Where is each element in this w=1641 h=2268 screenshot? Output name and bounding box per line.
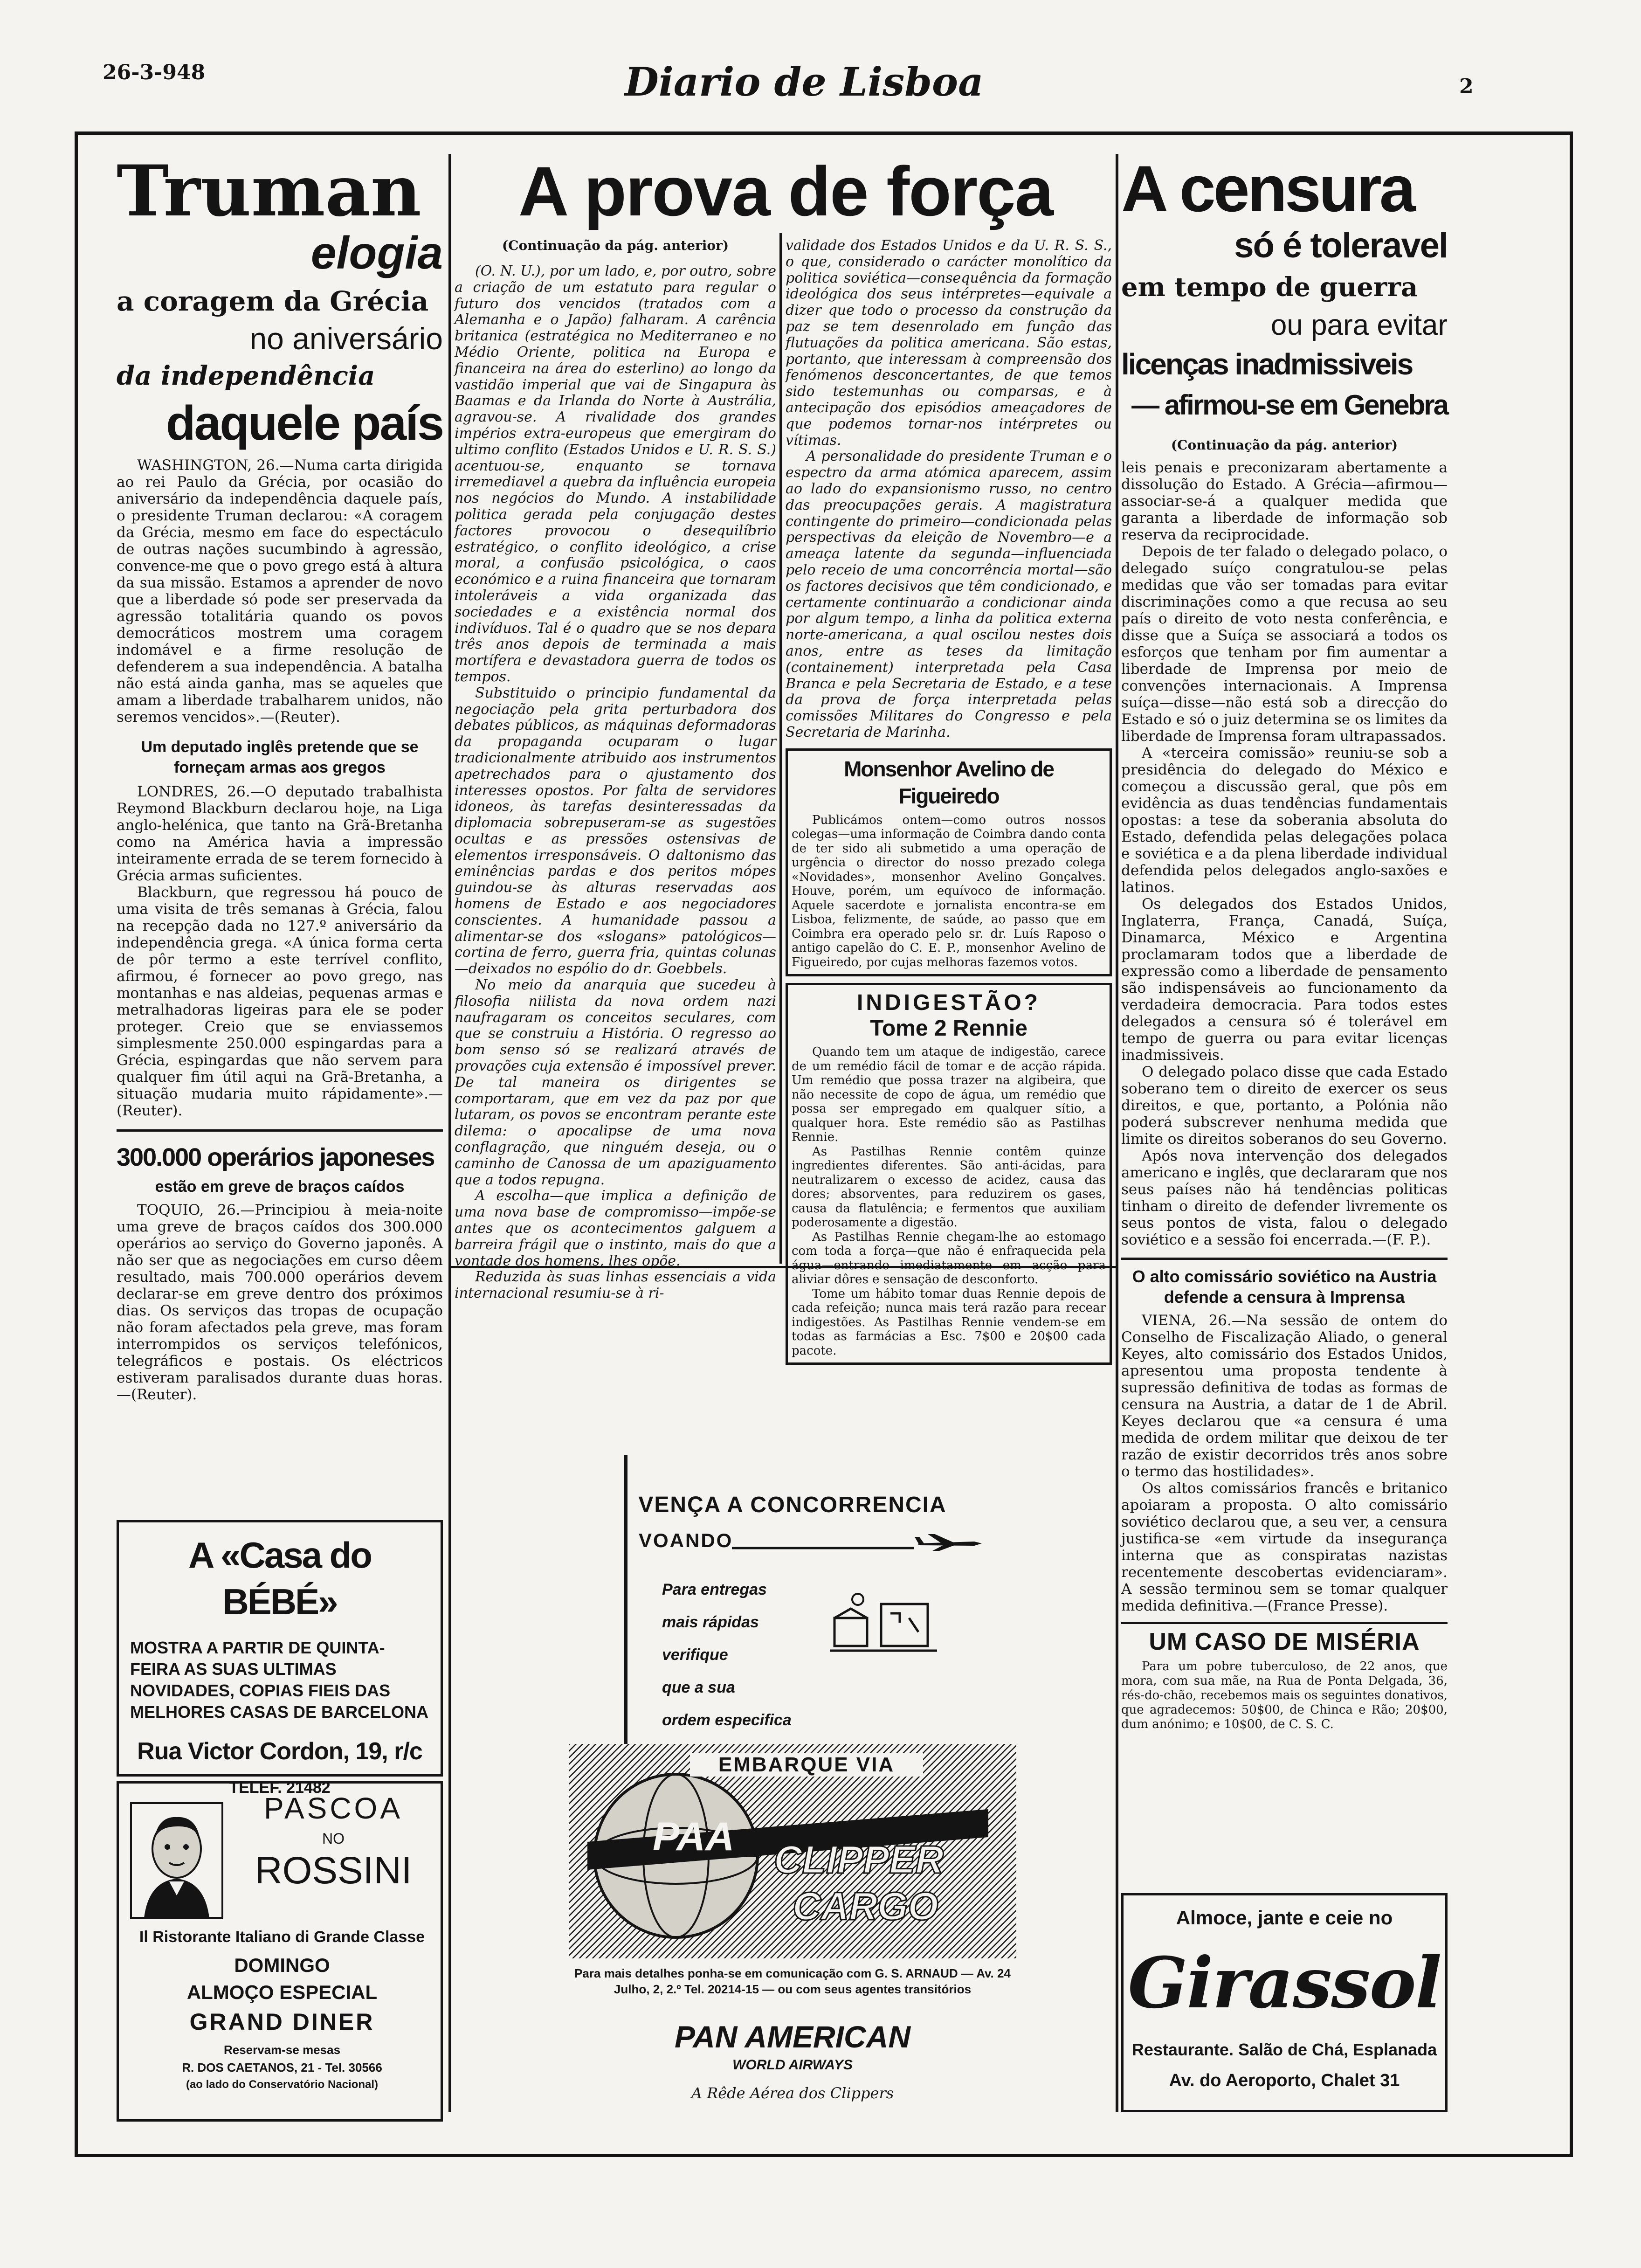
rennie-paragraph: As Pastilhas Rennie chegam-lhe ao estomago com toda a força—que não é enfraquecida pela água—entrando imediatamente em acção para aliviar dôres e sensação de desconforto.	[792, 1230, 1106, 1287]
airplane-icon	[732, 1533, 984, 1552]
monsenhor-paragraph: Publicámos ontem—como outros nossos colegas—uma informação de Coimbra dando conta de ter sido ali submetido a uma operação de urgência o director do nosso prezado colega «Novidades», monsenhor Avelino Gonçalves. Houve, porém, um equívoco de informação. Aquele sacerdote e jornalista encontra-se em Lisboa, felizmente, de saúde, ao passo que em Coimbra era operado pelo sr. dr. Luís Raposo o antigo capelão do C. E. P., monsenhor Avelino de Figueiredo, por cujas melhoras fazemos votos.	[792, 813, 1106, 969]
censura-paragraph: O delegado polaco disse que cada Estado soberano tem o direito de exercer os seus direitos, e que, portanto, a Polónia não poderá subscrever nenhuma medida que limite os direitos soberanos do seu Governo.	[1121, 1064, 1448, 1148]
pan-am-line-5: ordem especifica	[662, 1711, 792, 1729]
pan-am-cargo: CARGO	[793, 1884, 938, 1928]
ad-casa-do-bebe	[117, 1520, 443, 1797]
censura-paragraph: A «terceira comissão» reuniu-se sob a presidência do delegado do México e começou a discussão geral, que pôs em evidência as duas tendências fundamentais opostas: a tese da soberania absoluta do Estado, defendida pelas delegações polaca e soviética e a da plena liberdade individual defendida pelos delegados anglo-saxões e latinos.	[1121, 745, 1448, 896]
rossini-line-10: (ao lado do Conservatório Nacional)	[186, 2078, 379, 2091]
prova-paragraph: A personalidade do presidente Truman e o espectro da arma atómica aparecem, assim ao lado do expansionismo russo, no centro das preocupações gerais. A magistratura contingente do primeiro—condicionada pelas perspectivas da eleição de Novembro—e a ameaça latente da segunda—influenciada pelo receio de uma concorrência mortal—são os factores decisivos que têm condicionado, e certamente continuarão a condicionar ainda por algum tempo, a linha da politica externa norte-americana, a qual oscilou nestes dois anos, entre as teses da limitação (containement) interpretada pela Casa Branca e pela Secretaria de Estado, e a tese da prova de força interpretada pelas comissões Militares do Congresso e pela Secretaria de Marinha.	[786, 448, 1112, 740]
cargo-illustration-icon	[830, 1590, 937, 1665]
censura-headline-1: A censura	[1121, 152, 1413, 225]
pan-am-vertical-line	[624, 1455, 627, 1744]
censura-paragraph: Os delegados dos Estados Unidos, Inglaterra, França, Canadá, Suíça, Dinamarca, México e Argentina proclamaram todos que a liberdade de expressão como a liberdade de pensamento são indispensáveis ao funcionamento da verdadeira democracia. Para todos estes delegados a censura só é tolerável em tempo de guerra ou para evitar licenças inadmissiveis.	[1121, 896, 1448, 1064]
pan-am-line-4: que a sua	[662, 1679, 735, 1696]
ad-rossini	[117, 1781, 443, 2122]
censura-headline-4: ou para evitar	[1270, 309, 1448, 341]
rennie-paragraph: Tome um hábito tomar duas Rennie depois de cada refeição; nunca mais terá razão para recear indigestões. As Pastilhas Rennie vendem-se em todas as farmácias a Esc. 7$00 e 20$00 cada pacote.	[792, 1286, 1106, 1358]
pan-american-ad	[569, 1455, 1016, 2126]
column-rule	[1116, 154, 1118, 2112]
bebe-text: MOSTRA A PARTIR DE QUINTA-FEIRA AS SUAS ULTIMAS NOVIDADES, COPIAS FIEIS DAS MELHORES CASAS DE BARCELONA	[130, 1638, 429, 1722]
censura-paragraph: leis penais e preconizaram abertamente a dissolução do Estado. A Grécia—afirmou—associar-se-á a qualquer medida que garanta a liberdade de informação sob reserva da reciprocidade.	[1121, 459, 1448, 543]
girassol-line-3: Av. do Aeroporto, Chalet 31	[1169, 2071, 1400, 2090]
censura-paragraph: Depois de ter falado o delegado polaco, o delegado suíço congratulou-se pelas medidas que vão ser tomadas para evitar discriminações como a que recusa ao seu país o direito de voto nesta conferência, e disse que a Suíça se associará a todos os esforços que tenham por fim aumentar a liberdade de Imprensa por meio de convenções internacionais. A Imprensa suíça—disse—não está sob a direcção do Estado e só o juiz determina se os limites da liberdade de Imprensa foram ultrapassados.	[1121, 543, 1448, 745]
rossini-portrait-icon	[130, 1802, 223, 1919]
pan-am-voando: VOANDO	[639, 1529, 733, 1551]
rennie-subheadline: Tome 2 Rennie	[870, 1016, 1027, 1041]
rossini-line-1: PASCOA	[264, 1791, 403, 1825]
ad-girassol	[1121, 1893, 1448, 2112]
prova-paragraph: No meio da anarquia que sucedeu à filosofia niilista da nova ordem nazi naufragaram os conceitos seculares, com que se construiu a História. O regresso ao bom senso só se realizará através de provações cuja extensão é impossível prever. De tal maneira os dirigentes se comportaram, que em vez da paz por que lutaram, os povos se encontram perante este dilema: o apocalipse de uma nova conflagração, que ninguém deseja, ou o caminho de Canossa de um apaziguamento que a todos repugna.	[455, 977, 776, 1188]
deputado-paragraph-1: LONDRES, 26.—O deputado trabalhista Reymond Blackburn declarou hoje, na Liga anglo-helénica, que tanto na Grã-Bretanha como na América havia a impressão inteiramente errada de se terem fornecido à Grécia armas suficientes.	[117, 783, 443, 884]
prova-headline: A prova de força	[518, 152, 1053, 230]
prova-paragraph: Substituido o principio fundamental da negociação pela grita perturbadora dos debates públicos, as máquinas deformadoras da propaganda ocuparam o lugar tradicionalmente atribuido aos instrumentos apetrechados para o ajustamento dos interesses opostos. Por falta de servidores idoneos, às tarefas desinteressadas da diplomacia sobrepuseram-se as sugestões ocultas e as pressões ostensivas de elementos irresponsáveis. O daltonismo das eminências pardas e dos peritos mópes guindou-se às alturas reservadas aos homens de Estado e aos negociadores conscientes. A humanidade passou a alimentar-se dos «slogans» patológicos—cortina de ferro, guerra fria, quintas colunas—deixados no espólio do dr. Goebbels.	[455, 685, 776, 977]
pan-am-tagline: A Rêde Aérea dos Clippers	[691, 2084, 894, 2102]
pan-am-headline: VENÇA A CONCORRENCIA	[638, 1493, 947, 1517]
masthead-date: 26-3-948	[103, 61, 206, 84]
sovietico-headline: O alto comissário soviético na Austria defende a censura à Imprensa	[1132, 1267, 1437, 1307]
japao-subheadline: estão em greve de braços caídos	[155, 1178, 405, 1196]
censura-article	[1121, 154, 1448, 1732]
rossini-line-2: NO	[322, 1830, 345, 1847]
pan-am-embarque: EMBARQUE VIA	[690, 1753, 923, 1777]
section-rule	[1121, 1258, 1448, 1260]
rennie-headline: INDIGESTÃO?	[856, 990, 1041, 1016]
censura-continuation-note: (Continuação da pág. anterior)	[1171, 437, 1398, 453]
rossini-line-9: R. DOS CAETANOS, 21 - Tel. 30566	[182, 2061, 382, 2074]
japao-paragraph: TOQUIO, 26.—Principiou à meia-noite uma greve de braços caídos dos 300.000 operários ao serviço do Governo japonês. A não ser que as negociações em curso dêem resultado, mais 700.000 operários devem declarar-se em greve dentro dos próximos dias. Os serviços das tropas de ocupação não foram afectados pela greve, mas foram interrompidos os serviços telefónicos, telegráficos e postais. Os eléctricos estiveram paralisados durante duas horas.—(Reuter).	[117, 1202, 443, 1403]
sovietico-paragraph: Os altos comissários francês e britanico apoiaram a proposta. O alto comissário soviético declarou que, a seu ver, a censura justifica-se «em virtude da insegurança interna que as conspiratas nazistas recentemente descobertas evidenciaram». A sessão terminou sem se tomar qualquer medida definitiva.—(France Presse).	[1121, 1480, 1448, 1614]
prova-paragraph: A escolha—que implica a definição de uma nova base de compromisso—impõe-se antes que os acontecimentos galguem a barreira frágil que o instinto, mais do que a vontade dos homens, lhes opõe.	[455, 1188, 776, 1269]
column-rule	[448, 154, 451, 2112]
bebe-title: A «Casa do BÉBÉ»	[188, 1535, 371, 1622]
rennie-paragraph: As Pastilhas Rennie contêm quinze ingredientes diferentes. São anti-ácidas, para neutralizarem o excesso de acidez, causa das dores; absorventes, para reduzirem os gases, causa da flatulência; e fermentos que auxiliam poderosamente a digestão.	[792, 1144, 1106, 1230]
prova-paragraph: (O. N. U.), por um lado, e, por outro, sobre a criação de um estatuto para regular o futuro dos vencidos (tratados com a Alemanha e o Japão) falharam. A carência britanica (estratégica no Mediterraneo e no Médio Oriente, politica na Europa e financeira na área do esterlino) ao longo da vastidão imperial que vai de Singapura às Baamas e da Irlanda do Norte à Austrália, agravou-se. A rivalidade dos grandes impérios extra-europeus que emergiram do ultimo conflito (Estados Unidos e U. R. S. S.) acentuou-se, enquanto se tornava irremediavel a quebra da influência europeia nos negócios do Mundo. A instabilidade politica gerada pela conjugação destes factores provocou o desequilíbrio estratégico, o conflito ideológico, a crise moral, a confusão psicológica, o caos económico e a ruina financeira que tornaram intoleráveis a vida organizada das sociedades e a existência normal dos indivíduos. Tal é o quadro que se nos depara três anos depois de terminada a mais mortífera e devastadora guerra de todos os tempos.	[455, 263, 776, 685]
truman-paragraph: WASHINGTON, 26.—Numa carta dirigida ao rei Paulo da Grécia, por ocasião do aniversário da independência daquele país, o presidente Truman declarou: «A coragem da Grécia, mesmo em face do espectáculo de outras nações sucumbindo à agressão, convence-me que o povo grego está à altura da sua missão. Estamos a aprender de novo que a liberdade só pode ser preservada da agressão totalitária quando os povos democráticos mostrem uma coragem indomável e a firme resolução de defenderem a sua independência. A batalha não está ainda ganha, mas se aqueles que amam a liberdade trabalharem unidos, não seremos vencidos».—(Reuter).	[117, 457, 443, 726]
rossini-line-8: Reservam-se mesas	[223, 2043, 341, 2057]
truman-headline-1: Truman	[117, 150, 421, 232]
truman-headline-4: no aniversário	[249, 321, 443, 356]
pan-am-clipper: CLIPPER	[774, 1838, 944, 1881]
bebe-address: Rua Victor Cordon, 19, r/c	[137, 1738, 422, 1765]
pan-am-brand: PAN AMERICAN	[675, 2019, 910, 2054]
column-rule	[779, 233, 782, 1264]
rossini-line-7: GRAND DINER	[189, 2009, 375, 2035]
rossini-line-3: ROSSINI	[255, 1849, 412, 1892]
section-rule	[1121, 1622, 1448, 1624]
prova-column-1	[455, 238, 776, 1302]
girassol-brand: Girassol	[1128, 1942, 1441, 2024]
prova-paragraph: validade dos Estados Unidos e da U. R. S. S., o que, considerado o carácter monolítico da politica soviética—consequência da formação ideológica dos seus intérpretes—equivale a dizer que todo o processo da construção da paz se tem desenrolado em função das flutuações da politica americana. São estas, portanto, que interessam à compreensão dos fenómenos desconcertantes, de que temos sido testemunhas ou comparsas, e à antecipação dos episódios ameaçadores de que podemos tornar-nos intérpretes ou vítimas.	[786, 237, 1112, 449]
truman-article	[117, 150, 443, 1403]
bebe-phone: TELEF. 21482	[229, 1779, 331, 1797]
truman-headline-2: elogia	[310, 227, 443, 278]
censura-paragraph: Após nova intervenção dos delegados americano e inglês, que declararam que nos seus países não há tendências politicas tinham o direito de defender livremente os seus pontos de vista, falou o delegado soviético e a sessão foi encerrada.—(F. P.).	[1121, 1148, 1448, 1248]
section-rule	[117, 1129, 443, 1132]
miseria-paragraph: Para um pobre tuberculoso, de 22 anos, que mora, com sua mãe, na Rua de Ponta Delgada, 36, rés-do-chão, recebemos mais os seguintes donativos, que agradecemos: 50$00, de Chinca e Rão; 20$00, dum anónimo; e 10$00, de C. S. C.	[1121, 1660, 1448, 1731]
pan-am-paa: PAA	[653, 1814, 735, 1859]
sovietico-paragraph: VIENA, 26.—Na sessão de ontem do Conselho de Fiscalização Aliado, o general Keyes, alto comissário dos Estados Unidos, apresentou uma proposta tendente à supressão definitiva de todas as formas de censura na Austria, a datar de 1 de Abril. Keyes declarou que «a censura é uma medida de ordem militar que deixou de ter razão de existir decorridos três anos sobre o termo das hostilidades».	[1121, 1312, 1448, 1480]
truman-headline-3: a coragem da Grécia	[117, 285, 429, 317]
pan-am-line-2: mais rápidas	[662, 1613, 759, 1631]
page-number: 2	[1459, 75, 1474, 98]
rossini-line-6: ALMOÇO ESPECIAL	[186, 1981, 378, 2003]
monsenhor-headline: Monsenhor Avelino de Figueiredo	[844, 756, 1054, 808]
pan-am-info: Para mais detalhes ponha-se em comunicação com G. S. ARNAUD — Av. 24 Julho, 2, 2.º Tel. 20214-15 — ou com seus agentes transitórios	[574, 1966, 1011, 1996]
monsenhor-box	[786, 748, 1112, 977]
pan-am-line-3: verifique	[662, 1646, 728, 1664]
censura-headline-3: em tempo de guerra	[1121, 272, 1418, 303]
truman-headline-6: daquele país	[166, 396, 443, 450]
rossini-line-4: Il Ristorante Italiano di Grande Classe	[139, 1928, 425, 1946]
rennie-paragraph: Quando tem um ataque de indigestão, carece de um remédio fácil de tomar e de acção rápida. Um remédio que possa trazer na algibeira, que não necessite de copo de água, um remédio que possa ser empregado em qualquer sítio, a qualquer hora. Este remédio são as Pastilhas Rennie.	[792, 1045, 1106, 1145]
prova-paragraph: Reduzida às suas linhas essenciais a vida internacional resumiu-se à ri-	[455, 1269, 776, 1302]
rennie-ad	[786, 983, 1112, 1365]
deputado-headline: Um deputado inglês pretende que se forneçam armas aos gregos	[141, 738, 419, 776]
pan-am-line-1: Para entregas	[662, 1581, 767, 1598]
pan-am-brand-2: WORLD AIRWAYS	[732, 2057, 853, 2073]
censura-headline-2: só é toleravel	[1234, 226, 1448, 265]
girassol-line-1: Almoce, jante e ceie no	[1176, 1907, 1393, 1929]
deputado-paragraph-2: Blackburn, que regressou há pouco de uma visita de três semanas à Grécia, falou na recepção dada no 127.º aniversário da independência grega. «A única forma certa de pôr termo a este terrível conflito, afirmou, é fornecer ao povo grego, nas montanhas e nas aldeias, pequenas armas e metralhadoras ligeiras para ele se poder proteger. Creio que se enviassemos simplesmente 250.000 espingardas para a Grécia, espingardas que não servem para qualquer fim útil aqui na Grã-Bretanha, a situação mudaria muito rápidamente».—(Reuter).	[117, 884, 443, 1119]
prova-continuation-note: (Continuação da pág. anterior)	[502, 238, 729, 253]
japao-headline: 300.000 operários japoneses	[117, 1143, 434, 1171]
masthead-title: Diario de Lisboa	[625, 59, 984, 105]
prova-column-2	[786, 238, 1112, 1365]
miseria-headline: UM CASO DE MISÉRIA	[1149, 1628, 1420, 1655]
rossini-line-5: DOMINGO	[234, 1954, 330, 1976]
censura-headline-6: — afirmou-se em Genebra	[1131, 389, 1448, 421]
girassol-line-2: Restaurante. Salão de Chá, Esplanada	[1131, 2040, 1437, 2059]
truman-headline-5: da independência	[117, 360, 375, 391]
censura-headline-5: licenças inadmissiveis	[1121, 347, 1413, 381]
